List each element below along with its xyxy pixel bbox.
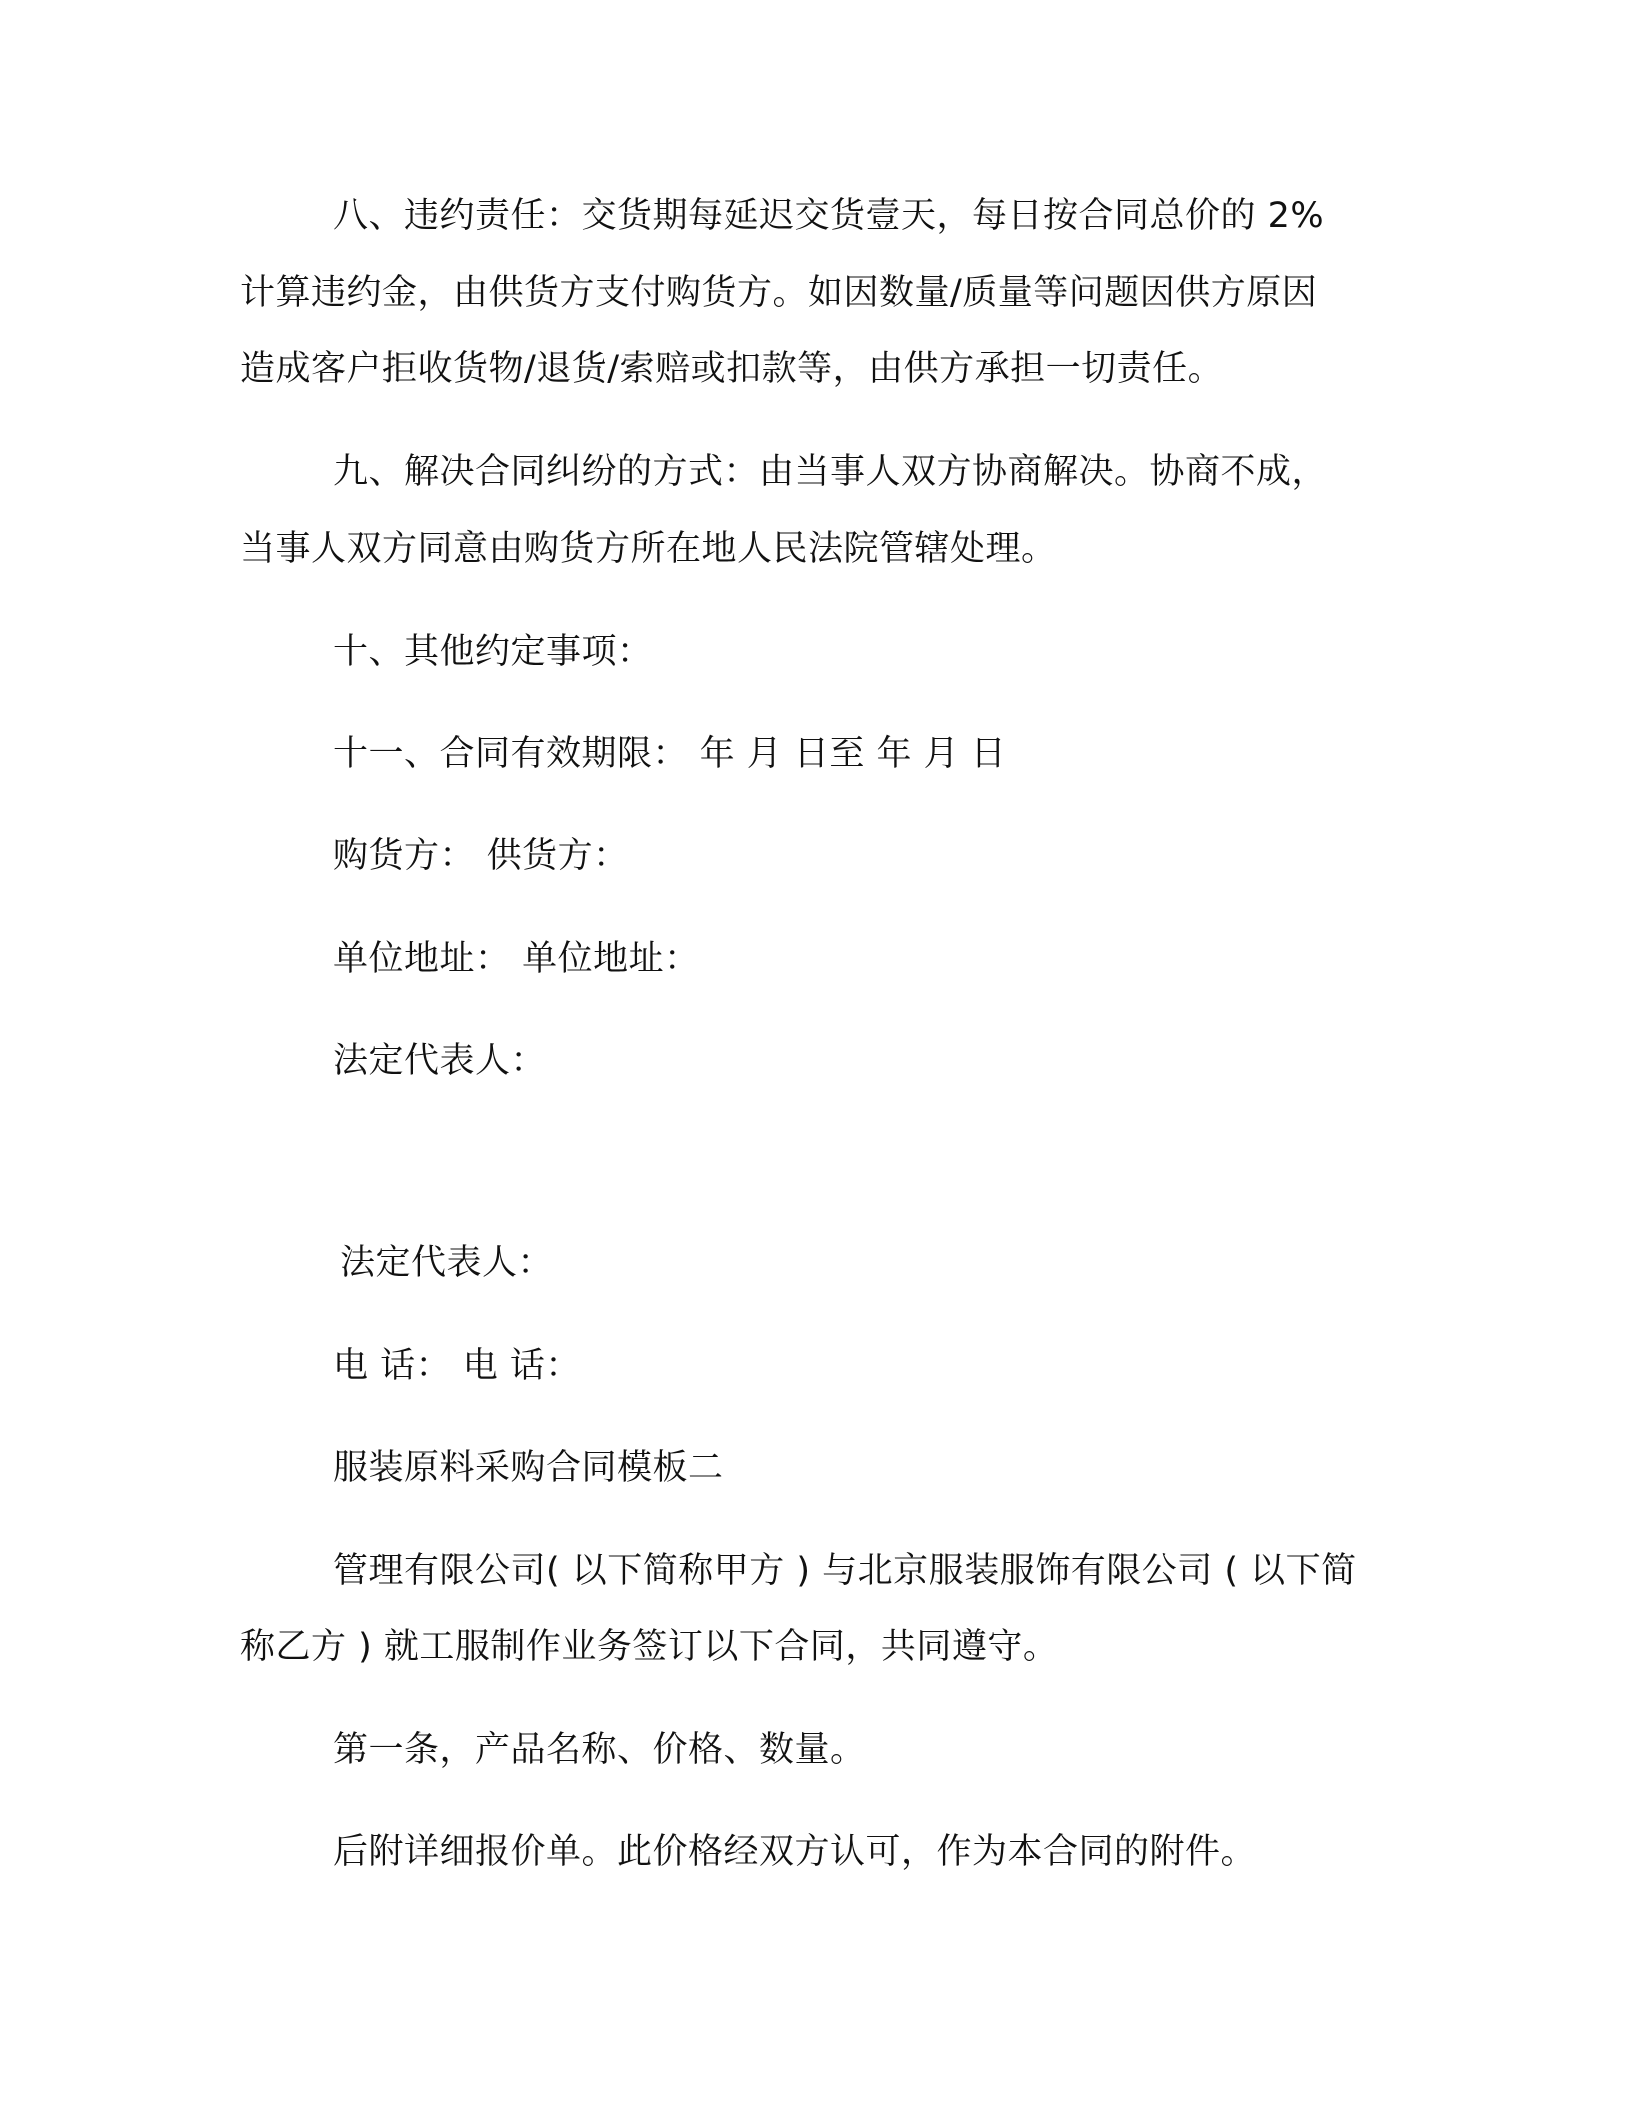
article-1: 第一条，产品名称、价格、数量。 [333,1730,866,1770]
clause-9-line-1: 九、解决合同纠纷的方式：由当事人双方协商解决。协商不成， [333,452,1328,492]
signatory-phones: 电 话： 电 话： [333,1346,581,1386]
article-1-detail: 后附详细报价单。此价格经双方认可，作为本合同的附件。 [333,1832,1257,1872]
clause-8-line-3: 造成客户拒收货物/退货/索赔或扣款等，由供方承担一切责任。 [240,349,1224,389]
signatory-addresses: 单位地址： 单位地址： [333,939,700,979]
legal-representative-supplier: 法定代表人： [340,1243,554,1283]
clause-8-line-1: 八、违约责任：交货期每延迟交货壹天，每日按合同总价的 2% [333,196,1325,236]
clause-9-line-2: 当事人双方同意由购货方所在地人民法院管辖处理。 [240,529,1057,569]
clause-8-line-2: 计算违约金，由供货方支付购货方。如因数量/质量等问题因供方原因 [240,273,1318,313]
signatory-parties: 购货方： 供货方： [333,836,629,876]
clause-11-validity: 十一、合同有效期限： 年 月 日至 年 月 日 [333,734,1007,774]
template-2-intro-line-2: 称乙方 ) 就工服制作业务签订以下合同，共同遵守。 [240,1627,1059,1667]
template-2-intro-line-1: 管理有限公司( 以下简称甲方 ) 与北京服装服饰有限公司 ( 以下简 [333,1551,1357,1591]
legal-representative-buyer: 法定代表人： [333,1041,547,1081]
clause-10: 十、其他约定事项： [333,632,653,672]
template-2-title: 服装原料采购合同模板二 [333,1448,724,1488]
